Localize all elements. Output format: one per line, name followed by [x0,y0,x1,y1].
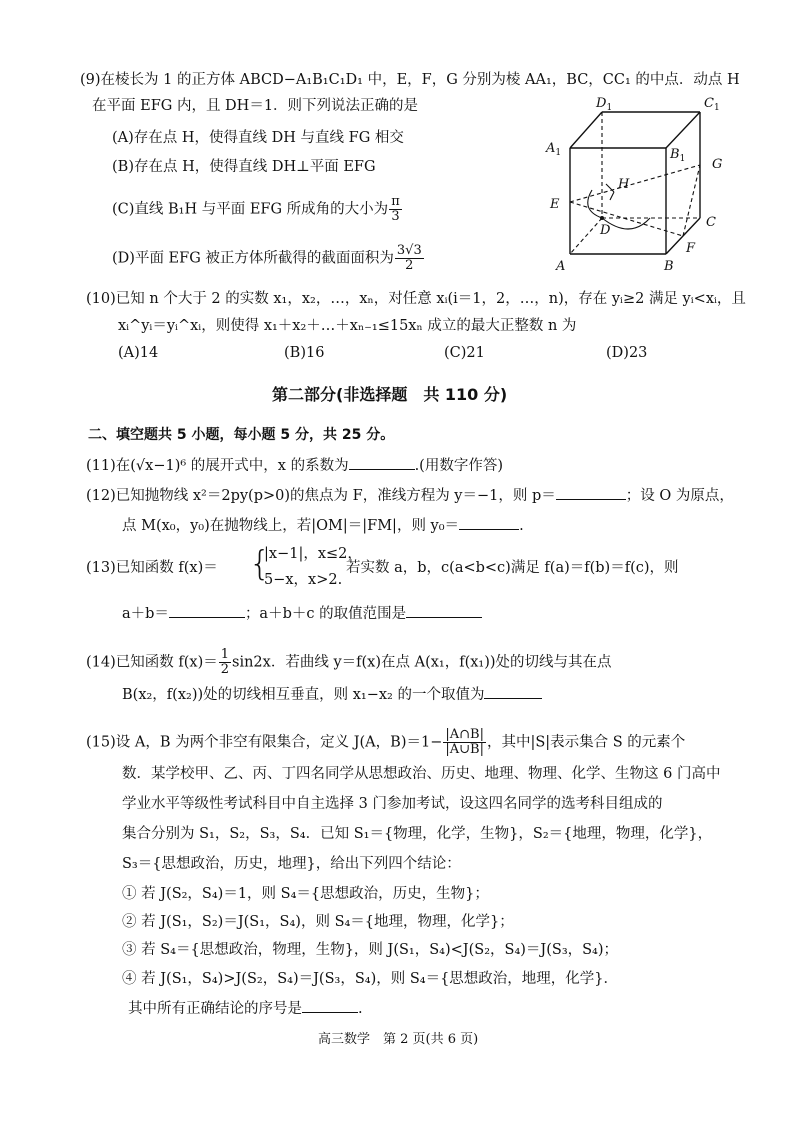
section2-heading: 二、填空题共 5 小题，每小题 5 分，共 25 分。 [88,427,395,443]
label-a1: $A_1$ [546,141,562,158]
q13-text: (13)已知函数 f(x)＝ [86,560,218,576]
label-b: B [664,259,674,274]
q14-line1 [86,648,612,677]
q13-case2: 5−x，x>2. [264,572,343,588]
q13-answer-blank-ab[interactable] [169,603,245,618]
q10-stem-line2: xᵢ^yᵢ＝yᵢ^xᵢ，则使得 x₁＋x₂＋…＋xₙ₋₁≤15xₙ 成立的最大正整数 n 为 [118,318,577,334]
q12-line1 [86,485,734,506]
q15-conclusion-4: ④ 若 J(S₁，S₄)>J(S₂，S₄)＝J(S₃，S₄)，则 S₄＝{思想政治，地理，化学}． [122,971,619,987]
q12-answer-blank-y0[interactable] [459,515,519,530]
q13-line2 [122,603,482,624]
q12-line2 [122,515,524,536]
label-d: D [600,223,611,238]
q10-option-d: (D)23 [606,345,648,361]
cube-diagram [540,92,740,282]
q9-option-b: (B)存在点 H，使得直线 DH⊥平面 EFG [112,159,376,175]
q13-line1 [86,558,218,578]
q14-text: (14)已知函数 f(x)＝ [86,654,218,671]
label-b1: $B_1$ [670,147,686,164]
label-a: A [556,259,566,274]
q13-brace: { [249,544,271,584]
q15-final [128,998,363,1019]
q15-conclusion-1: ① 若 J(S₂，S₄)＝1，则 S₄＝{思想政治，历史，生物}； [122,886,489,902]
q15-conclusion-3: ③ 若 S₄＝{思想政治，物理，生物}，则 J(S₁，S₄)<J(S₂，S₄)＝J(S₃，S₄)； [122,942,619,958]
label-g: G [712,157,723,172]
q9-option-a: (A)存在点 H，使得直线 DH 与直线 FG 相交 [112,130,404,146]
q9-option-d [112,244,425,273]
q15-line5: S₃＝{思想政治，历史，地理}，给出下列四个结论： [122,856,461,872]
q9-option-c-fraction: $\frac{\pi}{3}$ [391,194,400,224]
q10-stem-line1: (10)已知 n 个大于 2 的实数 x₁，x₂，…，xₙ，对任意 xᵢ(i＝1，2，…，n)，存在 yᵢ≥2 满足 yᵢ<xᵢ，且 [86,291,746,307]
q14-line2 [122,684,542,705]
q10-option-c: (C)21 [444,345,485,361]
q11-answer-blank[interactable] [349,455,415,470]
q15-line2: 数．某学校甲、乙、丙、丁四名同学从思想政治、历史、地理、物理、化学、生物这 6 门高中 [122,766,721,782]
q15-fraction: $\frac{|A\cap B|}{|A\cup B|}$ [445,727,484,757]
q9-stem-line2: 在平面 EFG 内，且 DH＝1．则下列说法正确的是 [92,98,419,114]
q14-text2: B(x₂，f(x₂))处的切线相互垂直，则 x₁−x₂ 的一个取值为 [122,687,485,703]
q13-text-post: 若实数 a，b，c(a<b<c)满足 f(a)＝f(b)＝f(c)，则 [346,560,679,576]
q11-suffix: .(用数字作答) [414,458,504,474]
q9-option-c [112,195,403,224]
q13-answer-blank-range[interactable] [406,603,482,618]
q14-answer-blank[interactable] [484,684,542,699]
q13-case1: |x−1|，x≤2， [264,546,362,562]
q13-abc: ；a＋b＋c 的取值范围是 [244,606,407,622]
q15-answer-blank[interactable] [302,998,358,1013]
label-e: E [550,197,560,212]
q14-fraction: $\frac{1}{2}$ [220,647,230,677]
page-footer: 高三数学 第 2 页(共 6 页) [318,1032,479,1047]
q12-text2: 点 M(x₀，y₀)在抛物线上，若|OM|＝|FM|，则 y₀＝ [122,518,460,534]
q15-line1 [86,728,685,757]
q15-text: (15)设 A，B 为两个非空有限集合，定义 J(A，B)＝1− [86,734,443,751]
q11-text: (11)在(√x−1)⁶ 的展开式中，x 的系数为 [86,458,349,474]
part2-title: 第二部分(非选择题 共 110 分) [272,385,508,404]
q14-text-post: sin2x．若曲线 y＝f(x)在点 A(x₁，f(x₁))处的切线与其在点 [232,654,612,671]
q15-text-post: ，其中|S|表示集合 S 的元素个 [486,734,686,751]
q12-answer-blank-p[interactable] [556,485,626,500]
q9-option-c-text: (C)直线 B₁H 与平面 EFG 所成角的大小为 [112,201,389,218]
q12-text1: (12)已知抛物线 x²＝2py(p>0)的焦点为 F，准线方程为 y＝−1，则 p＝ [86,488,556,504]
q9-option-d-text: (D)平面 EFG 被正方体所截得的截面面积为 [112,250,394,267]
label-c: C [706,215,716,230]
q15-final-post: . [358,1001,363,1017]
q15-conclusion-2: ② 若 J(S₁，S₂)＝J(S₁，S₄)，则 S₄＝{地理，物理，化学}； [122,914,514,930]
label-f: F [686,241,696,256]
q12-text1-post: ；设 O 为原点， [625,488,734,504]
label-d1: $D_1$ [596,96,613,113]
q12-text2-post: . [519,518,524,534]
q10-option-a: (A)14 [118,345,159,361]
q10-option-b: (B)16 [284,345,325,361]
q9-stem-line1: (9)在棱长为 1 的正方体 ABCD−A₁B₁C₁D₁ 中，E，F，G 分别为棱 AA₁，BC，CC₁ 的中点．动点 H [80,72,740,88]
q15-final-text: 其中所有正确结论的序号是 [128,1001,302,1017]
q15-line3: 学业水平等级性考试科目中自主选择 3 门参加考试，设这四名同学的选考科目组成的 [122,796,663,812]
q11 [86,455,503,476]
q9-option-d-fraction: $\frac{3√3}{2}$ [396,243,422,273]
q13-ab: a＋b＝ [122,606,169,622]
q15-line4: 集合分别为 S₁，S₂，S₃，S₄．已知 S₁＝{物理，化学，生物}，S₂＝{地理，物理，化学}， [122,826,713,842]
label-c1: $C_1$ [704,96,720,113]
label-h: H [618,177,630,192]
